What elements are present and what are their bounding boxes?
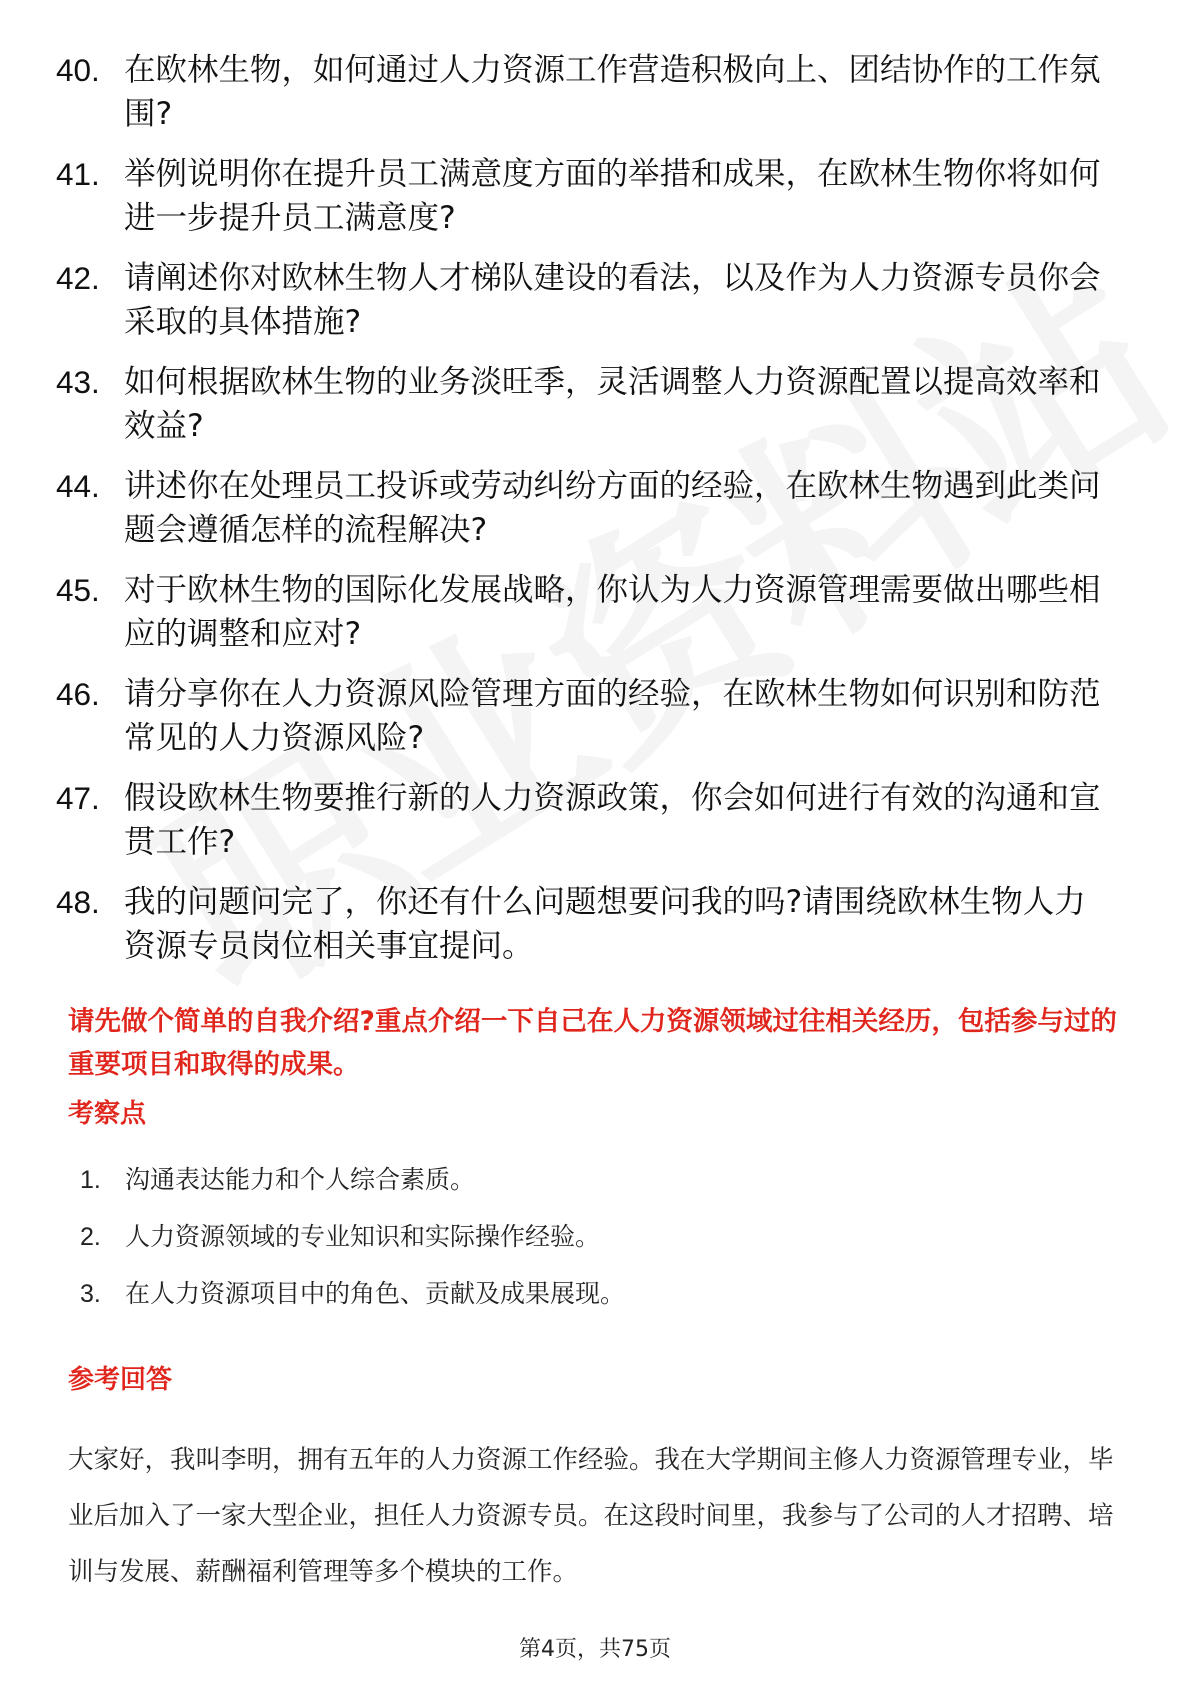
question-text: 讲述你在处理员工投诉或劳动纠纷方面的经验，在欧林生物遇到此类问题会遵循怎样的流程解决? [124,468,1101,548]
intro-question: 请先做个简单的自我介绍?重点介绍一下自己在人力资源领域过往相关经历，包括参与过的重要项目和取得的成果。 [68,1006,1117,1080]
question-number: 47. [56,780,100,816]
question-list [56,48,1116,984]
question-text: 举例说明你在提升员工满意度方面的举措和成果，在欧林生物你将如何进一步提升员工满意度? [124,156,1101,236]
question-number: 43. [56,364,100,400]
point-text: 在人力资源项目中的角色、贡献及成果展现。 [125,1279,626,1308]
question-item [56,568,1116,656]
question-item [56,672,1116,760]
question-item [56,48,1116,136]
question-number: 48. [56,884,100,920]
question-text: 对于欧林生物的国际化发展战略，你认为人力资源管理需要做出哪些相应的调整和应对? [124,572,1101,652]
question-text: 如何根据欧林生物的业务淡旺季，灵活调整人力资源配置以提高效率和效益? [124,364,1101,444]
question-text: 我的问题问完了，你还有什么问题想要问我的吗?请围绕欧林生物人力资源专员岗位相关事宜提问。 [124,884,1086,964]
question-text: 请分享你在人力资源风险管理方面的经验，在欧林生物如何识别和防范常见的人力资源风险? [124,676,1101,756]
question-number: 46. [56,676,100,712]
reference-heading: 参考回答 [68,1365,173,1395]
point-text: 人力资源领域的专业知识和实际操作经验。 [125,1222,601,1251]
point-number: 3. [80,1280,101,1308]
point-text: 沟通表达能力和个人综合素质。 [125,1165,476,1194]
page-number: 第4页，共75页 [519,1637,671,1662]
assessment-point [80,1274,1080,1314]
question-number: 45. [56,572,100,608]
point-number: 1. [80,1166,101,1194]
question-text: 假设欧林生物要推行新的人力资源政策，你会如何进行有效的沟通和宣贯工作? [124,780,1101,860]
question-text: 在欧林生物，如何通过人力资源工作营造积极向上、团结协作的工作氛围? [124,52,1101,132]
question-item [56,776,1116,864]
assessment-point [80,1217,1080,1257]
question-number: 40. [56,52,100,88]
question-item [56,152,1116,240]
question-text: 请阐述你对欧林生物人才梯队建设的看法，以及作为人力资源专员你会采取的具体措施? [124,260,1101,340]
reference-answer: 大家好，我叫李明，拥有五年的人力资源工作经验。我在大学期间主修人力资源管理专业，毕业后加入了一家大型企业，担任人力资源专员。在这段时间里，我参与了公司的人才招聘、培训与发展、薪酬福利管理等多个模块的工作。 [68,1445,1114,1587]
assessment-heading: 考察点 [68,1099,147,1129]
question-number: 44. [56,468,100,504]
question-number: 42. [56,260,100,296]
question-number: 41. [56,156,100,192]
question-item [56,256,1116,344]
assessment-point [80,1160,1080,1200]
point-number: 2. [80,1223,101,1251]
question-item [56,360,1116,448]
question-item [56,464,1116,552]
assessment-points [80,1160,1080,1331]
question-item [56,880,1116,968]
